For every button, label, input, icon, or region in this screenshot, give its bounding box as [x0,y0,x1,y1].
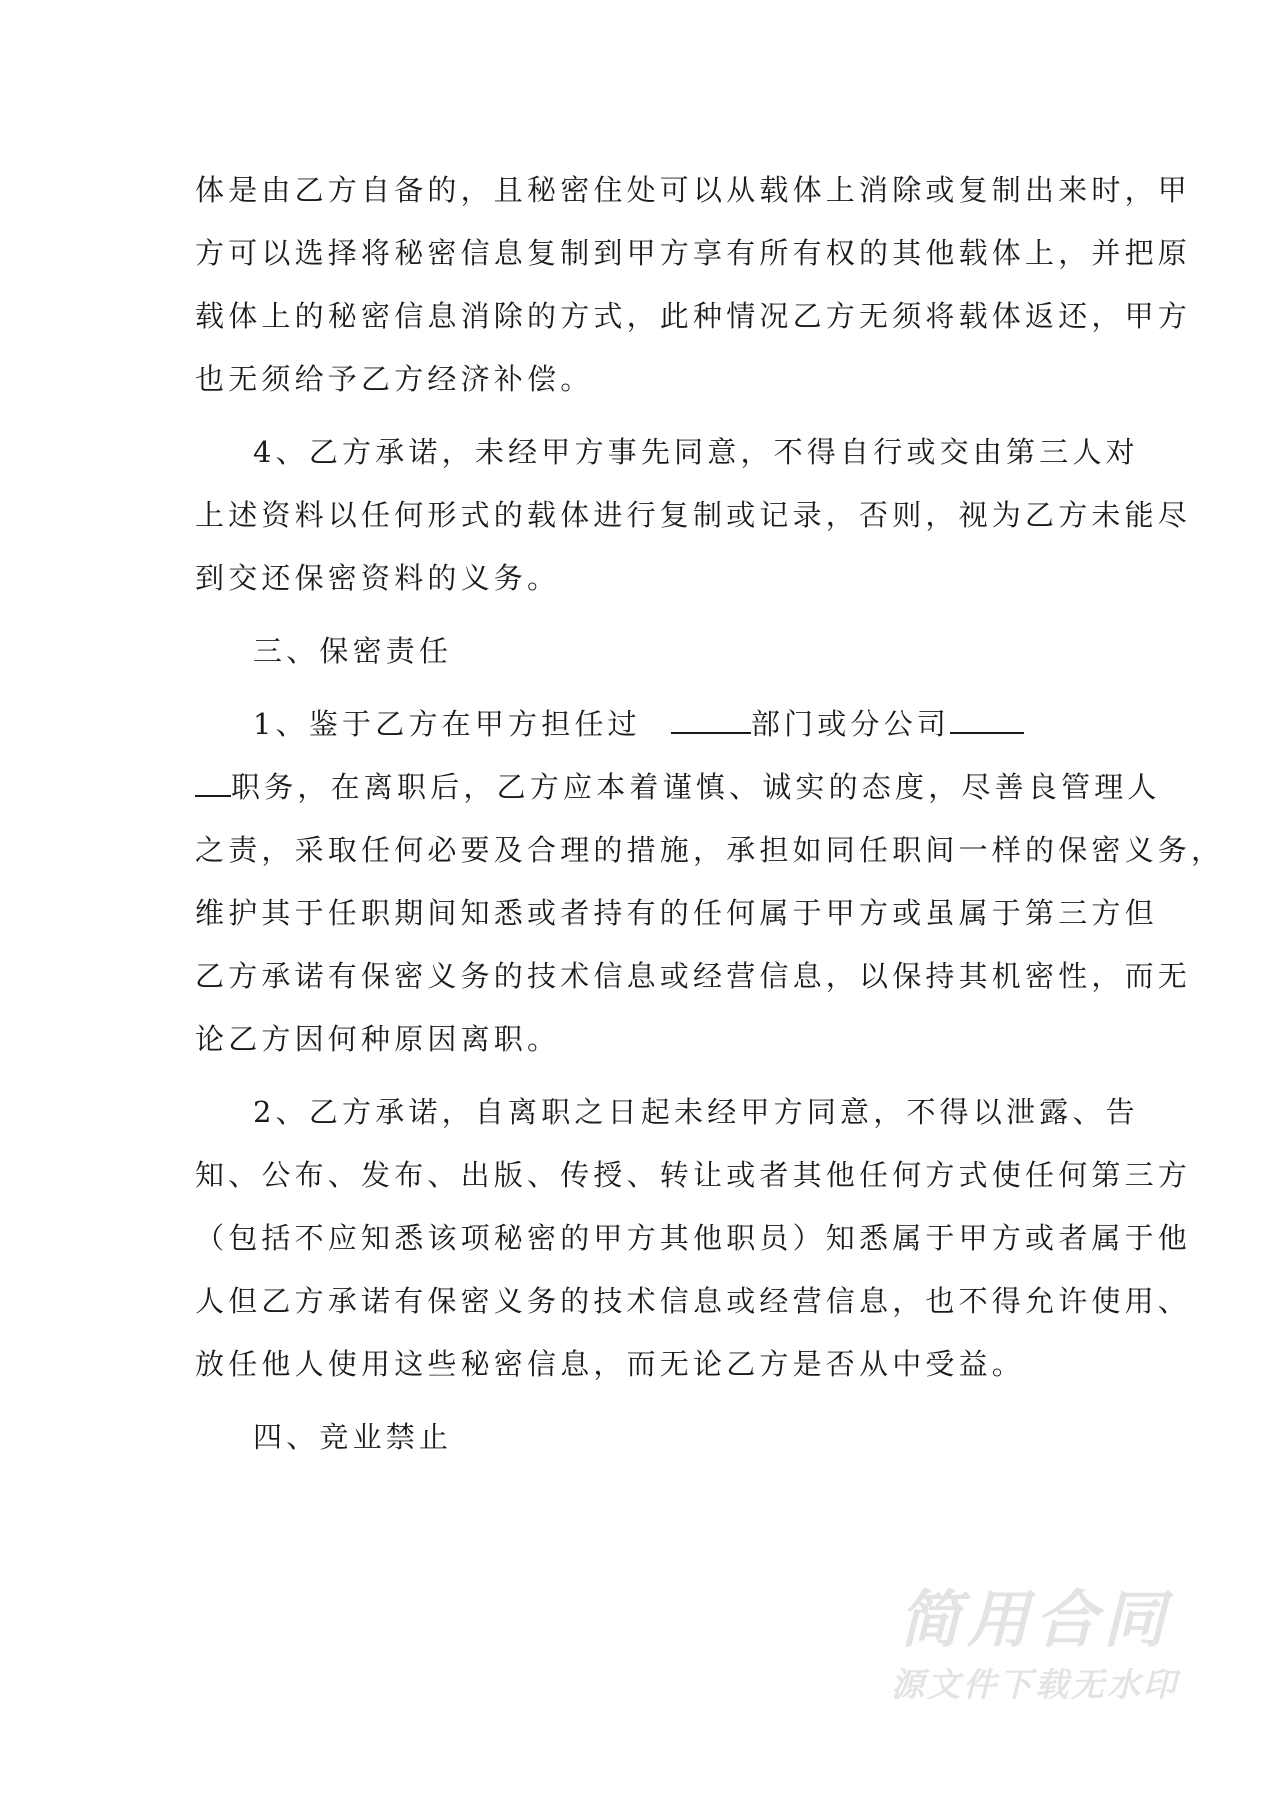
paragraph-line: 之责，采取任何必要及合理的措施，承担如同任职间一样的保密义务， [195,833,1225,867]
position-blank-field-part2[interactable] [195,767,231,797]
paragraph-line: 体是由乙方自备的，且秘密住处可以从载体上消除或复制出来时，甲 [195,173,1192,207]
paragraph-line: 方可以选择将秘密信息复制到甲方享有所有权的其他载体上，并把原 [195,236,1192,270]
paragraph-line: 上述资料以任何形式的载体进行复制或记录，否则，视为乙方未能尽 [195,498,1192,532]
paragraph-line: 论乙方因何种原因离职。 [195,1022,561,1056]
watermark-subtitle: 源文件下载无水印 [891,1665,1179,1704]
department-label: 部门或分公司 [750,707,951,741]
department-blank-field[interactable] [671,704,751,734]
paragraph-line: 载体上的秘密信息消除的方式，此种情况乙方无须将载体返还，甲方 [195,299,1192,333]
paragraph-text: 职务，在离职后，乙方应本着谨慎、诚实的态度，尽善良管理人 [231,770,1161,804]
paragraph-line: （包括不应知悉该项秘密的甲方其他职员）知悉属于甲方或者属于他 [195,1221,1192,1255]
paragraph-line: 乙方承诺有保密义务的技术信息或经营信息，以保持其机密性，而无 [195,959,1192,993]
watermark-title: 简用合同 [898,1583,1171,1656]
paragraph-line: 放任他人使用这些秘密信息，而无论乙方是否从中受益。 [195,1347,1026,1381]
clause-1-first-line [253,704,1095,744]
position-blank-field-part1[interactable] [950,704,1024,734]
clause-1-second-line [195,767,1161,807]
paragraph-line: 到交还保密资料的义务。 [195,561,561,595]
watermark [880,1585,1190,1707]
clause-1-intro: 1、鉴于乙方在甲方担任过 [253,707,641,741]
clause-4-line: 4、乙方承诺，未经甲方事先同意，不得自行或交由第三人对 [253,435,1139,469]
paragraph-line: 知、公布、发布、出版、传授、转让或者其他任何方式使任何第三方 [195,1158,1192,1192]
paragraph-line: 人但乙方承诺有保密义务的技术信息或经营信息，也不得允许使用、 [195,1284,1192,1318]
section-heading-confidentiality: 三、保密责任 [253,634,453,668]
clause-2-line: 2、乙方承诺，自离职之日起未经甲方同意，不得以泄露、告 [253,1095,1139,1129]
section-heading-non-compete: 四、竞业禁止 [253,1420,453,1454]
paragraph-line: 维护其于任职期间知悉或者持有的任何属于甲方或虽属于第三方但 [195,896,1158,930]
paragraph-line: 也无须给予乙方经济补偿。 [195,362,594,396]
